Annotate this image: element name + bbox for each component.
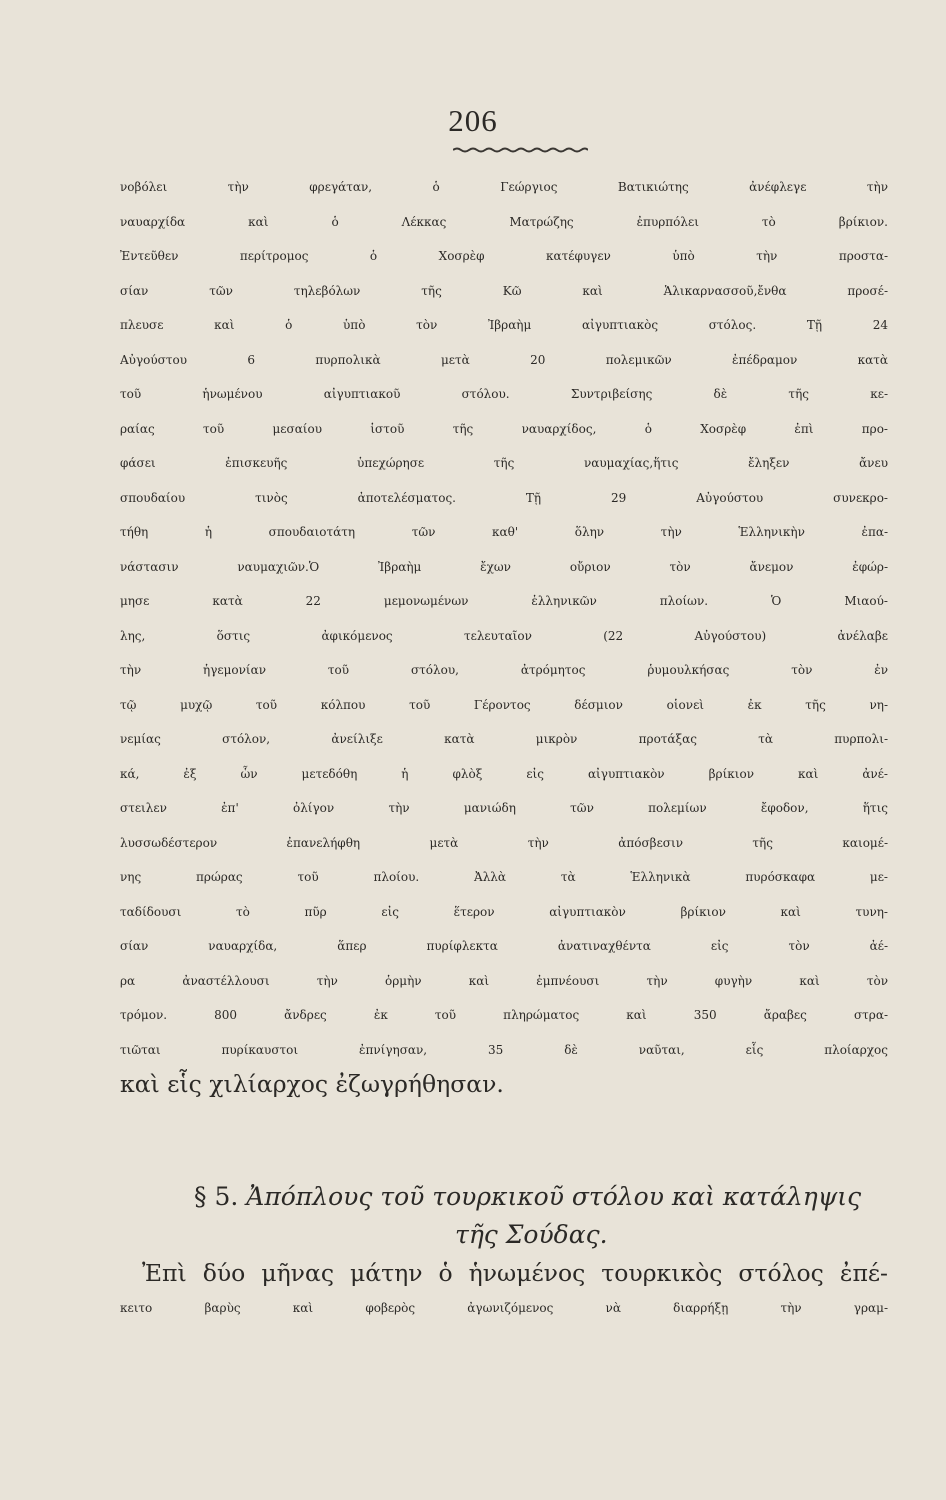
section-number: § 5.: [194, 1182, 239, 1211]
section-heading: [120, 1178, 888, 1254]
text-line: λης, ὅστις ἀφικόμενος τελευταῖον (22 Αὐγούστου) ἀνέλαβε: [120, 628, 888, 643]
text-line: νης πρώρας τοῦ πλοίου. Ἀλλὰ τὰ Ἑλληνικὰ πυρόσκαφα με-: [120, 870, 888, 884]
text-line: ρα ἀναστέλλουσι τὴν ὁρμὴν καὶ ἐμπνέουσι τὴν φυγὴν καὶ τὸν: [120, 973, 888, 988]
text-line: Αὐγούστου 6 πυρπολικὰ μετὰ 20 πολεμικῶν ἐπέδραμον κατὰ: [120, 352, 888, 367]
text-line: μησε κατὰ 22 μεμονωμένων ἑλληνικῶν πλοίων. Ὁ Μιαού-: [120, 594, 888, 608]
text-line: στειλεν ἐπ' ὀλίγον τὴν μανιώδη τῶν πολεμίων ἔφοδον, ἥτις: [120, 801, 888, 815]
text-line: ναυαρχίδα καὶ ὁ Λέκκας Ματρώζης ἐπυρπόλει τὸ βρίκιον.: [120, 214, 888, 229]
text-line: τὴν ἡγεμονίαν τοῦ στόλου, ἀτρόμητος ῥυμουλκήσας τὸν ἐν: [120, 663, 888, 677]
text-line: κειτο βαρὺς καὶ φοβερὸς ἀγωνιζόμενος νὰ διαρρήξῃ τὴν γραμ-: [120, 1300, 888, 1315]
page-number: 206: [448, 103, 498, 138]
text-line: νεμίας στόλον, ἀνείλιξε κατὰ μικρὸν προτάξας τὰ πυρπολι-: [120, 732, 888, 746]
section-title: Ἀπόπλους τοῦ τουρκικοῦ στόλου καὶ κατάληψις: [246, 1182, 862, 1211]
text-line: Ἐπὶ δύο μῆνας μάτην ὁ ἡνωμένος τουρκικὸς στόλος ἐπέ-: [142, 1259, 888, 1287]
text-line: τρόμον. 800 ἄνδρες ἐκ τοῦ πληρώματος καὶ 350 ἄραβες στρα-: [120, 1008, 888, 1022]
text-line: τήθη ἡ σπουδαιοτάτη τῶν καθ' ὅλην τὴν Ἑλληνικὴν ἐπα-: [120, 525, 888, 539]
text-line: σπουδαίου τινὸς ἀποτελέσματος. Τῇ 29 Αὐγούστου συνεκρο-: [120, 490, 888, 505]
main-paragraph: [120, 170, 888, 1102]
text-line: Ἐντεῦθεν περίτρομος ὁ Χοσρὲφ κατέφυγεν ὑπὸ τὴν προστα-: [120, 249, 888, 263]
text-line: τοῦ ἡνωμένου αἰγυπτιακοῦ στόλου. Συντριβείσης δὲ τῆς κε-: [120, 387, 888, 401]
text-line: κά, ἐξ ὧν μετεδόθη ἡ φλὸξ εἰς αἰγυπτιακὸν βρίκιον καὶ ἀνέ-: [120, 766, 888, 781]
text-line: νοβόλει τὴν φρεγάταν, ὁ Γεώργιος Βατικιώτης ἀνέφλεγε τὴν: [120, 180, 888, 194]
page-number-ornament: [453, 147, 588, 153]
second-paragraph: [120, 1256, 888, 1325]
text-line: σίαν τῶν τηλεβόλων τῆς Κῶ καὶ Ἁλικαρνασσοῦ,ἔνθα προσέ-: [120, 283, 888, 298]
text-line: καὶ εἷς χιλίαρχος ἐζωγρήθησαν.: [120, 1070, 504, 1098]
text-line: ταδίδουσι τὸ πῦρ εἰς ἕτερον αἰγυπτιακὸν βρίκιον καὶ τυνη-: [120, 904, 888, 919]
text-line: σίαν ναυαρχίδα, ἅπερ πυρίφλεκτα ἀνατιναχθέντα εἰς τὸν ἀέ-: [120, 939, 888, 953]
text-line: φάσει ἐπισκευῆς ὑπεχώρησε τῆς ναυμαχίας,ἥτις ἔληξεν ἄνευ: [120, 456, 888, 470]
text-line: πλευσε καὶ ὁ ὑπὸ τὸν Ἰβραὴμ αἰγυπτιακὸς στόλος. Τῇ 24: [120, 318, 888, 332]
text-line: ραίας τοῦ μεσαίου ἱστοῦ τῆς ναυαρχίδος, ὁ Χοσρὲφ ἐπὶ προ-: [120, 421, 888, 436]
section-heading-line-1: [120, 1178, 888, 1216]
text-line: τῷ μυχῷ τοῦ κόλπου τοῦ Γέροντος δέσμιον οἱονεὶ ἐκ τῆς νη-: [120, 697, 888, 712]
text-line: νάστασιν ναυμαχιῶν.Ὁ Ἰβραὴμ ἔχων οὔριον τὸν ἄνεμον ἐφώρ-: [120, 559, 888, 574]
text-line: τιῶται πυρίκαυστοι ἐπνίγησαν, 35 δὲ ναῦται, εἷς πλοίαρχος: [120, 1042, 888, 1057]
section-title-continued: τῆς Σούδας.: [455, 1220, 608, 1249]
text-line: λυσσωδέστερον ἐπανελήφθη μετὰ τὴν ἀπόσβεσιν τῆς καιομέ-: [120, 835, 888, 850]
